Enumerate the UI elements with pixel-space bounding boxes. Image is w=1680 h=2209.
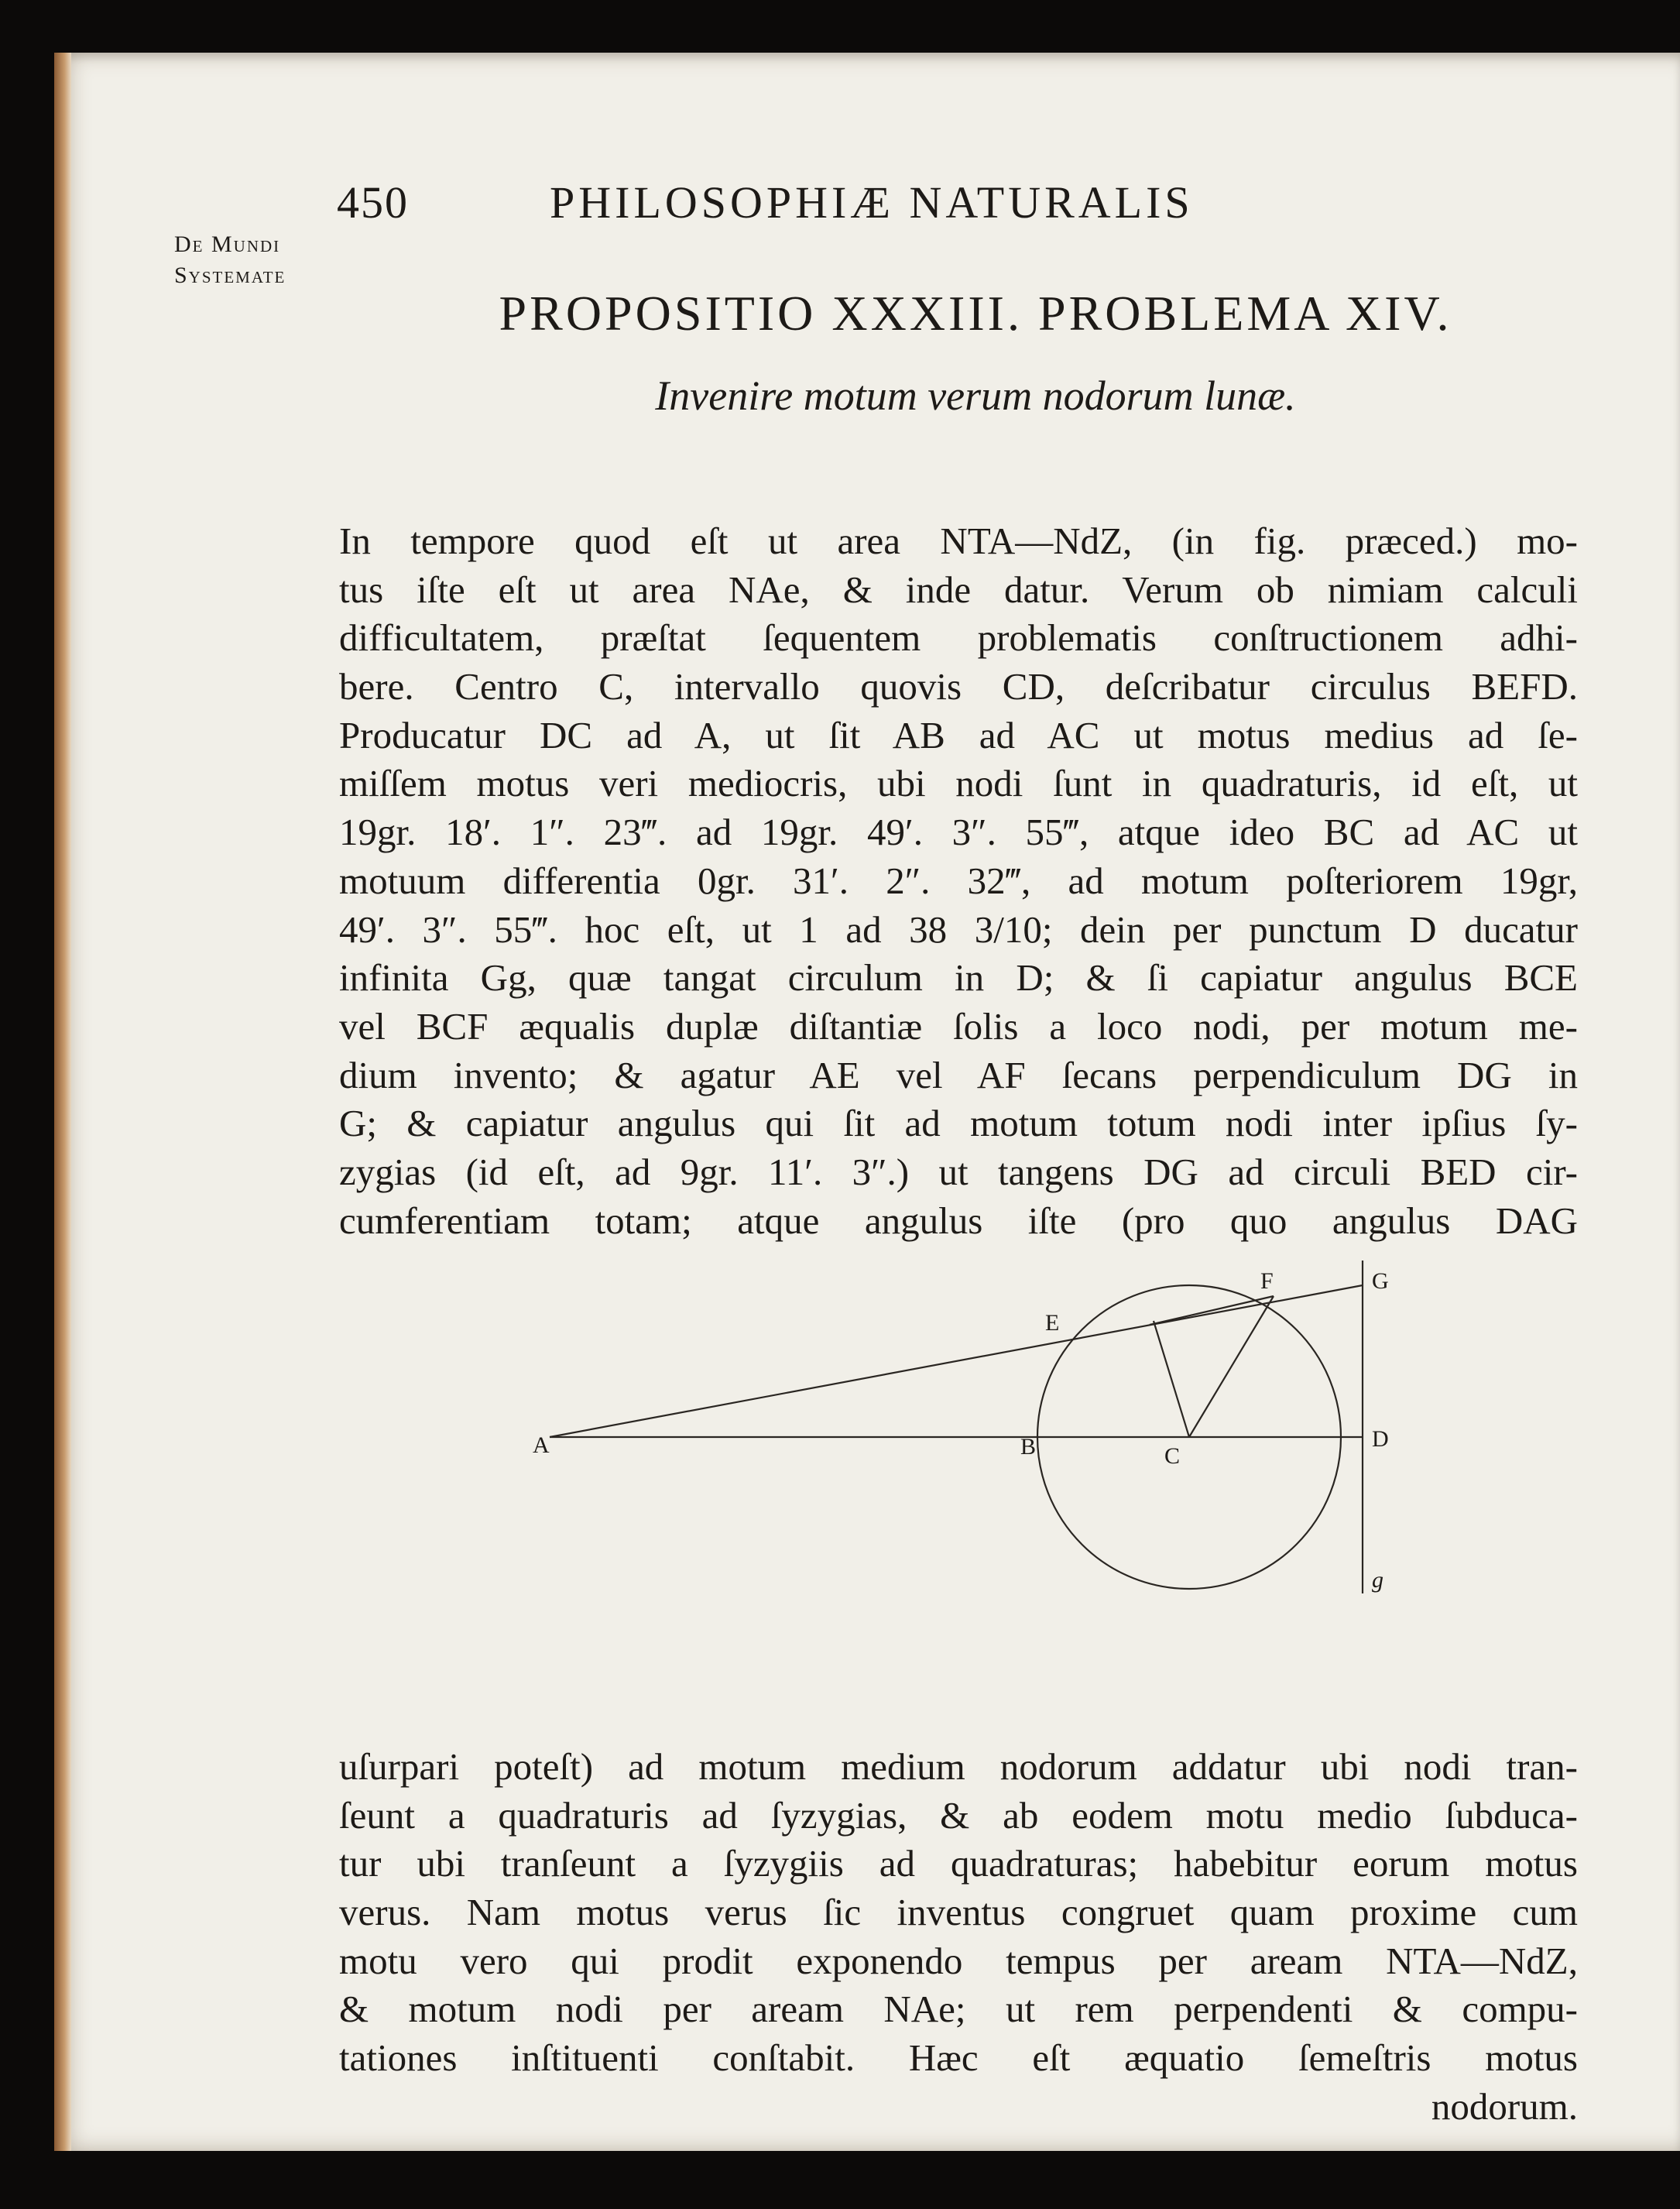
text-line: G; & capiatur angulus qui ſit ad motum totum nodi inter ipſius ſy- bbox=[339, 1102, 1578, 1145]
line-cf bbox=[1189, 1296, 1274, 1437]
text-line: Producatur DC ad A, ut ſit AB ad AC ut motus medius ad ſe- bbox=[339, 713, 1578, 756]
text-line: infinita Gg, quæ tangat circulum in D; & ſi capiatur angulus BCE bbox=[339, 956, 1578, 1000]
label-g-upper: G bbox=[1372, 1268, 1389, 1294]
text-line: 19gr. 18′. 1″. 23‴. ad 19gr. 49′. 3″. 55‴, atque ideo BC ad AC ut bbox=[339, 811, 1578, 854]
text-line: bere. Centro C, intervallo quovis CD, deſcribatur circulus BEFD. bbox=[339, 665, 1578, 708]
text-line: difficultatem, præſtat ſequentem problematis conſtructionem adhi- bbox=[339, 616, 1578, 660]
side-note-line-2: Systemate bbox=[174, 262, 286, 288]
text-line: miſſem motus veri mediocris, ubi nodi ſunt in quadraturis, id eſt, ut bbox=[339, 762, 1578, 805]
text-line: verus. Nam motus verus ſic inventus congruet quam proxime cum bbox=[339, 1891, 1578, 1934]
label-a: A bbox=[533, 1432, 550, 1458]
line-ce bbox=[1154, 1321, 1189, 1437]
running-title: PHILOSOPHIÆ NATURALIS bbox=[550, 177, 1194, 228]
book-page bbox=[54, 53, 1680, 2151]
label-g-lower: g bbox=[1372, 1567, 1383, 1593]
line-ag bbox=[550, 1285, 1363, 1437]
label-f: F bbox=[1260, 1268, 1274, 1294]
text-line: & motum nodi per aream NAe; ut rem perpendenti & compu- bbox=[339, 1988, 1578, 2031]
label-e: E bbox=[1045, 1310, 1060, 1336]
label-d: D bbox=[1372, 1426, 1389, 1452]
text-line: In tempore quod eſt ut area NTA—NdZ, (in fig. præced.) mo- bbox=[339, 520, 1578, 562]
text-line: uſurpari poteſt) ad motum medium nodorum addatur ubi nodi tran- bbox=[339, 1745, 1578, 1788]
line-ef bbox=[1150, 1296, 1274, 1325]
proposition-subtitle: Invenire motum verum nodorum lunæ. bbox=[655, 372, 1296, 419]
text-line: tationes inſtituenti conſtabit. Hæc eſt æquatio ſemeſtris motus bbox=[339, 2036, 1578, 2080]
text-line: vel BCF æqualis duplæ diſtantiæ ſolis a loco nodi, per motum me- bbox=[339, 1004, 1578, 1048]
text-line: tur ubi tranſeunt a ſyzygiis ad quadraturas; habebitur eorum motus bbox=[339, 1842, 1578, 1885]
side-note-line-1: De Mundi bbox=[174, 232, 281, 257]
text-line: tus iſte eſt ut area NAe, & inde datur. Verum ob nimiam calculi bbox=[339, 568, 1578, 611]
text-line: zygias (id eſt, ad 9gr. 11′. 3″.) ut tangens DG ad circuli BED cir- bbox=[339, 1150, 1578, 1193]
text-line: cumferentiam totam; atque angulus iſte (pro quo angulus DAG bbox=[339, 1199, 1578, 1242]
page-number: 450 bbox=[337, 177, 409, 228]
proposition-title: PROPOSITIO XXXIII. PROBLEMA XIV. bbox=[499, 286, 1452, 341]
label-b: B bbox=[1020, 1434, 1037, 1460]
text-line: motu vero qui prodit exponendo tempus per aream NTA—NdZ, bbox=[339, 1939, 1578, 1982]
paragraph-2 bbox=[339, 1743, 1578, 2132]
text-line: nodorum. bbox=[1431, 2084, 1578, 2128]
text-line: ſeunt a quadraturis ad ſyzygias, & ab eodem motu medio ſubduca- bbox=[339, 1793, 1578, 1837]
text-line: motuum differentia 0gr. 31′. 2″. 32‴, ad motum poſteriorem 19gr, bbox=[339, 859, 1578, 902]
text-line: 49′. 3″. 55‴. hoc eſt, ut 1 ad 38 3/10; dein per punctum D ducatur bbox=[339, 907, 1578, 951]
text-line: dium invento; & agatur AE vel AF ſecans perpendiculum DG in bbox=[339, 1053, 1578, 1096]
label-c: C bbox=[1164, 1443, 1181, 1469]
